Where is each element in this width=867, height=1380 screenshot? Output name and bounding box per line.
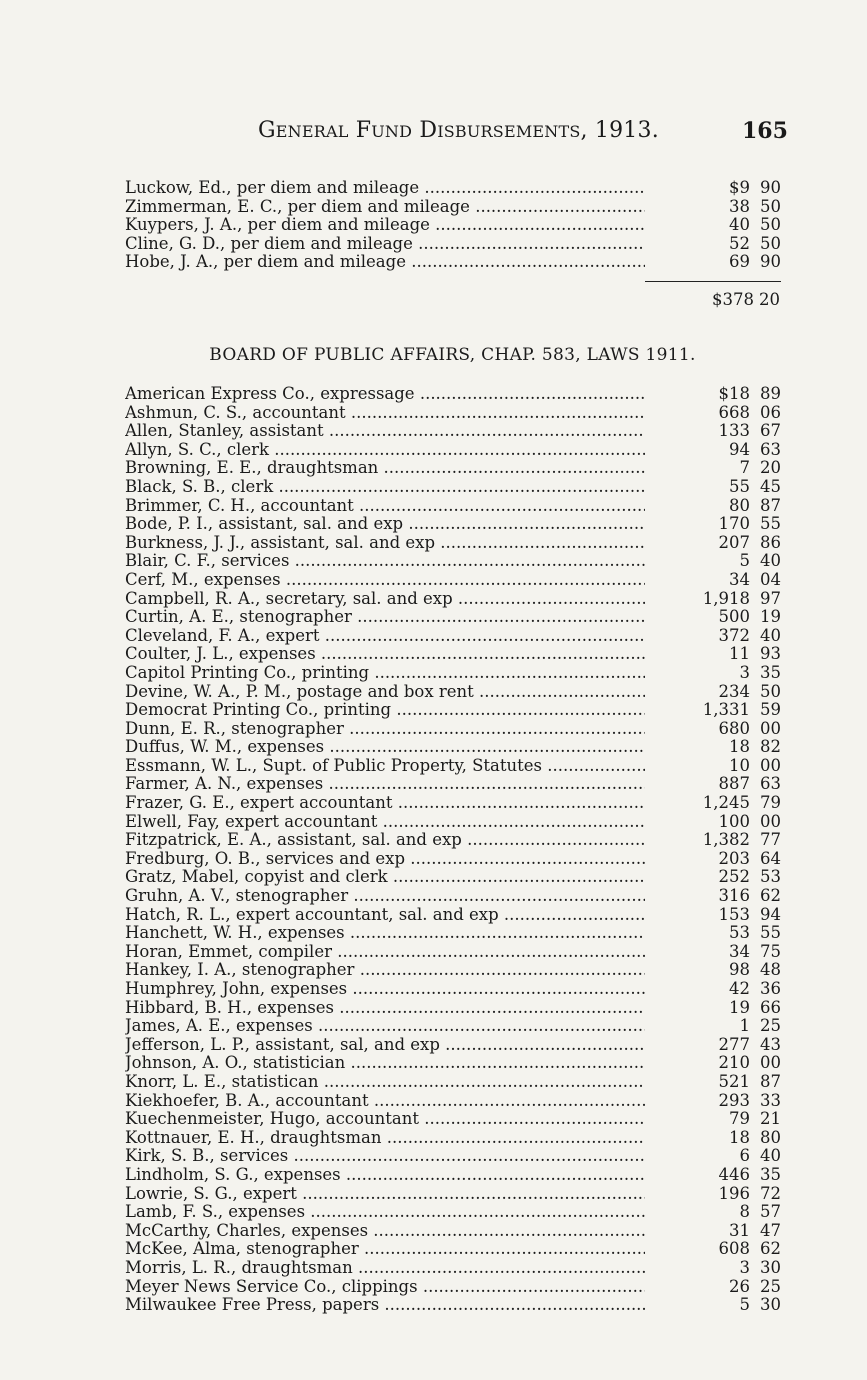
amount-cents: 87 bbox=[760, 1071, 781, 1091]
payee-description: Hobe, J. A., per diem and mileage ..... bbox=[125, 253, 645, 272]
amount-cents: 82 bbox=[760, 737, 781, 757]
ledger-row bbox=[125, 1296, 785, 1315]
amount-dollars: 11 bbox=[729, 644, 750, 664]
disbursement-list bbox=[125, 385, 785, 1315]
payee-description: Cleveland, F. A., expert ..... bbox=[125, 627, 645, 646]
ledger-row bbox=[125, 1278, 785, 1297]
amount-dollars: 31 bbox=[729, 1220, 750, 1240]
ledger-row bbox=[125, 999, 785, 1018]
ledger-row bbox=[125, 1054, 785, 1073]
payee-description: Lindholm, S. G., expenses ..... bbox=[125, 1166, 645, 1185]
amount-cents: 55 bbox=[760, 514, 781, 534]
payee-description: Zimmerman, E. C., per diem and mileage ..... bbox=[125, 198, 645, 217]
section-heading bbox=[0, 345, 867, 365]
amount-cents: 50 bbox=[760, 215, 781, 235]
payee-description: Devine, W. A., P. M., postage and box rent ..... bbox=[125, 683, 645, 702]
payee-description: Dunn, E. R., stenographer ..... bbox=[125, 720, 645, 739]
amount-cents: 40 bbox=[760, 551, 781, 571]
page-header bbox=[0, 118, 867, 152]
ledger-row bbox=[125, 1017, 785, 1036]
payee-description: Humphrey, John, expenses ..... bbox=[125, 980, 645, 999]
amount-dollars: 38 bbox=[729, 196, 750, 216]
ledger-row bbox=[125, 701, 785, 720]
amount-cents: 47 bbox=[760, 1220, 781, 1240]
payee-description: Curtin, A. E., stenographer ..... bbox=[125, 608, 645, 627]
ledger-row bbox=[125, 831, 785, 850]
page-number: 165 bbox=[742, 118, 788, 144]
ledger-row bbox=[125, 720, 785, 739]
amount-dollars: 98 bbox=[729, 960, 750, 980]
ledger-row bbox=[125, 757, 785, 776]
payee-description: Fitzpatrick, E. A., assistant, sal. and exp ..... bbox=[125, 831, 645, 850]
payee-description: Allyn, S. C., clerk ..... bbox=[125, 441, 645, 460]
payee-description: Essmann, W. L., Supt. of Public Property, Statutes ..... bbox=[125, 757, 645, 776]
payee-description: Kottnauer, E. H., draughtsman ..... bbox=[125, 1129, 645, 1148]
amount-cents: 77 bbox=[760, 830, 781, 850]
amount-dollars: 668 bbox=[718, 402, 750, 422]
ledger-row bbox=[125, 1259, 785, 1278]
amount-dollars: 94 bbox=[729, 439, 750, 459]
payee-description: McCarthy, Charles, expenses ..... bbox=[125, 1222, 645, 1241]
ledger-row bbox=[125, 552, 785, 571]
ledger-row bbox=[125, 1036, 785, 1055]
amount-cents: 94 bbox=[760, 904, 781, 924]
amount-cents: 43 bbox=[760, 1034, 781, 1054]
amount-cents: 04 bbox=[760, 569, 781, 589]
amount-cents: 79 bbox=[760, 793, 781, 813]
payee-description: Milwaukee Free Press, papers ..... bbox=[125, 1296, 645, 1315]
amount-dollars: 5 bbox=[739, 1295, 750, 1315]
amount-dollars: 53 bbox=[729, 923, 750, 943]
ledger-row bbox=[125, 571, 785, 590]
amount-dollars: 6 bbox=[739, 1146, 750, 1166]
title-smallcaps-und: UND bbox=[371, 122, 413, 141]
payee-description: Frazer, G. E., expert accountant ..... bbox=[125, 794, 645, 813]
amount-cents: 35 bbox=[760, 1164, 781, 1184]
amount-dollars: 80 bbox=[729, 495, 750, 515]
title-initial-d: D bbox=[419, 118, 438, 143]
ledger-row bbox=[125, 497, 785, 516]
payee-description: Cline, G. D., per diem and mileage ..... bbox=[125, 235, 645, 254]
ledger-row bbox=[125, 590, 785, 609]
amount-cents: 67 bbox=[760, 421, 781, 441]
amount-dollars: 40 bbox=[729, 215, 750, 235]
payee-description: Ashmun, C. S., accountant ..... bbox=[125, 404, 645, 423]
ledger-row bbox=[125, 478, 785, 497]
ledger-row bbox=[125, 1110, 785, 1129]
ledger-row bbox=[125, 608, 785, 627]
ledger-row bbox=[125, 943, 785, 962]
amount-cents: 53 bbox=[760, 867, 781, 887]
amount-cents: 90 bbox=[760, 252, 781, 272]
ledger-row bbox=[125, 1166, 785, 1185]
amount-dollars: 100 bbox=[718, 811, 750, 831]
payee-description: Allen, Stanley, assistant ..... bbox=[125, 422, 645, 441]
payee-description: Farmer, A. N., expenses ..... bbox=[125, 775, 645, 794]
ledger-row bbox=[125, 683, 785, 702]
ledger-row bbox=[125, 627, 785, 646]
amount-dollars: 26 bbox=[729, 1276, 750, 1296]
ledger-row bbox=[125, 441, 785, 460]
payee-description: Gratz, Mabel, copyist and clerk ..... bbox=[125, 868, 645, 887]
ledger-row bbox=[125, 459, 785, 478]
amount-dollars: 1,331 bbox=[702, 700, 750, 720]
payee-description: Knorr, L. E., statistican ..... bbox=[125, 1073, 645, 1092]
amount-dollars: 372 bbox=[718, 625, 750, 645]
ledger-row bbox=[125, 794, 785, 813]
payee-description: Johnson, A. O., statistician ..... bbox=[125, 1054, 645, 1073]
payee-description: Coulter, J. L., expenses ..... bbox=[125, 645, 645, 664]
ledger-row bbox=[125, 1240, 785, 1259]
ledger-row bbox=[125, 235, 785, 254]
amount-dollars: 3 bbox=[739, 1257, 750, 1277]
ledger-row bbox=[125, 1073, 785, 1092]
payee-description: Kirk, S. B., services ..... bbox=[125, 1147, 645, 1166]
amount-dollars: 55 bbox=[729, 476, 750, 496]
payee-description: Hatch, R. L., expert accountant, sal. and exp ..... bbox=[125, 906, 645, 925]
ledger-row bbox=[125, 906, 785, 925]
section-heading-text: BOARD OF PUBLIC AFFAIRS, CHAP. 583, LAWS 1911. bbox=[209, 345, 696, 365]
amount-dollars: 18 bbox=[729, 1127, 750, 1147]
amount-cents: 25 bbox=[760, 1276, 781, 1296]
ledger-row bbox=[125, 404, 785, 423]
payee-description: Meyer News Service Co., clippings ..... bbox=[125, 1278, 645, 1297]
payee-description: Campbell, R. A., secretary, sal. and exp ..... bbox=[125, 590, 645, 609]
amount-dollars: 252 bbox=[718, 867, 750, 887]
amount-dollars: 42 bbox=[729, 979, 750, 998]
running-title bbox=[258, 118, 659, 143]
amount-cents: 00 bbox=[760, 718, 781, 738]
amount-cents: 36 bbox=[760, 979, 781, 998]
amount-dollars: 133 bbox=[718, 421, 750, 441]
amount-dollars: 203 bbox=[718, 848, 750, 868]
payee-description: Morris, L. R., draughtsman ..... bbox=[125, 1259, 645, 1278]
amount-dollars: 521 bbox=[718, 1071, 750, 1091]
total-rule bbox=[645, 281, 781, 282]
ledger-row bbox=[125, 198, 785, 217]
ledger-row bbox=[125, 664, 785, 683]
payee-description: James, A. E., expenses ..... bbox=[125, 1017, 645, 1036]
payee-description: Kiekhoefer, B. A., accountant ..... bbox=[125, 1092, 645, 1111]
ledger-row bbox=[125, 534, 785, 553]
amount-dollars: 34 bbox=[729, 569, 750, 589]
amount-cents: 64 bbox=[760, 848, 781, 868]
ledger-row bbox=[125, 1222, 785, 1241]
title-smallcaps-eneral: ENERAL bbox=[275, 122, 349, 141]
ledger-row bbox=[125, 179, 785, 198]
amount-cents: 33 bbox=[760, 1090, 781, 1110]
amount-dollars: 10 bbox=[729, 755, 750, 775]
amount-dollars: 293 bbox=[718, 1090, 750, 1110]
amount-cents: 48 bbox=[760, 960, 781, 980]
amount-dollars: 79 bbox=[729, 1109, 750, 1129]
payee-description: McKee, Alma, stenographer ..... bbox=[125, 1240, 645, 1259]
amount-cents: 21 bbox=[760, 1109, 781, 1129]
payee-description: Luckow, Ed., per diem and mileage ..... bbox=[125, 179, 645, 198]
amount-dollars: 170 bbox=[718, 514, 750, 534]
amount-cents: 06 bbox=[760, 402, 781, 422]
ledger-row bbox=[125, 253, 785, 272]
payee-description: Lamb, F. S., expenses ..... bbox=[125, 1203, 645, 1222]
amount-dollars: 210 bbox=[718, 1053, 750, 1073]
ledger-row bbox=[125, 813, 785, 832]
payee-description: Gruhn, A. V., stenographer ..... bbox=[125, 887, 645, 906]
payee-description: Blair, C. F., services ..... bbox=[125, 552, 645, 571]
amount-cents: 30 bbox=[760, 1257, 781, 1277]
ledger-row bbox=[125, 1185, 785, 1204]
payee-description: Bode, P. I., assistant, sal. and exp ..... bbox=[125, 515, 645, 534]
amount-cents: 57 bbox=[760, 1202, 781, 1222]
amount-cents: 00 bbox=[760, 755, 781, 775]
amount-cents: 63 bbox=[760, 439, 781, 459]
amount-cents: 35 bbox=[760, 662, 781, 682]
subtotal-cents: 20 bbox=[759, 290, 780, 309]
amount-dollars: 277 bbox=[718, 1034, 750, 1054]
amount-dollars: 207 bbox=[718, 532, 750, 552]
payee-description: Democrat Printing Co., printing ..... bbox=[125, 701, 645, 720]
amount-dollars: 234 bbox=[718, 681, 750, 701]
ledger-row bbox=[125, 422, 785, 441]
amount-cents: 80 bbox=[760, 1127, 781, 1147]
amount-cents: 75 bbox=[760, 941, 781, 961]
amount-cents: 63 bbox=[760, 774, 781, 794]
amount-cents: 90 bbox=[760, 178, 781, 197]
payee-description: Duffus, W. M., expenses ..... bbox=[125, 738, 645, 757]
payee-description: Elwell, Fay, expert accountant ..... bbox=[125, 813, 645, 832]
amount-cents: 25 bbox=[760, 1016, 781, 1036]
amount-dollars: 8 bbox=[739, 1202, 750, 1222]
amount-cents: 59 bbox=[760, 700, 781, 720]
ledger-row bbox=[125, 924, 785, 943]
amount-cents: 20 bbox=[760, 458, 781, 478]
amount-dollars: $18 bbox=[718, 384, 750, 403]
amount-dollars: 69 bbox=[729, 252, 750, 272]
amount-dollars: 1 bbox=[739, 1016, 750, 1036]
amount-cents: 00 bbox=[760, 1053, 781, 1073]
amount-cents: 87 bbox=[760, 495, 781, 515]
ledger-row bbox=[125, 1147, 785, 1166]
amount-cents: 62 bbox=[760, 886, 781, 906]
payee-description: Lowrie, S. G., expert ..... bbox=[125, 1185, 645, 1204]
ledger-row bbox=[125, 980, 785, 999]
payee-description: Browning, E. E., draughtsman ..... bbox=[125, 459, 645, 478]
title-initial-g: G bbox=[258, 118, 276, 143]
amount-cents: 00 bbox=[760, 811, 781, 831]
amount-cents: 19 bbox=[760, 607, 781, 627]
ledger-row bbox=[125, 868, 785, 887]
payee-description: Horan, Emmet, compiler ..... bbox=[125, 943, 645, 962]
top-entries-list bbox=[125, 179, 785, 272]
amount-dollars: 3 bbox=[739, 662, 750, 682]
amount-dollars: 446 bbox=[718, 1164, 750, 1184]
ledger-row bbox=[125, 216, 785, 235]
amount-cents: 50 bbox=[760, 681, 781, 701]
amount-dollars: 887 bbox=[718, 774, 750, 794]
amount-cents: 89 bbox=[760, 384, 781, 403]
subtotal-dollars: $378 bbox=[712, 290, 754, 309]
payee-description: Capitol Printing Co., printing ..... bbox=[125, 664, 645, 683]
ledger-row bbox=[125, 1092, 785, 1111]
payee-description: Kuypers, J. A., per diem and mileage ..... bbox=[125, 216, 645, 235]
payee-description: Kuechenmeister, Hugo, accountant ..... bbox=[125, 1110, 645, 1129]
payee-description: Hibbard, B. H., expenses ..... bbox=[125, 999, 645, 1018]
ledger-row bbox=[125, 385, 785, 404]
payee-description: Burkness, J. J., assistant, sal. and exp ..... bbox=[125, 534, 645, 553]
amount-dollars: 7 bbox=[739, 458, 750, 478]
ledger-row bbox=[125, 738, 785, 757]
ledger-row bbox=[125, 887, 785, 906]
amount-cents: 55 bbox=[760, 923, 781, 943]
amount-cents: 40 bbox=[760, 625, 781, 645]
amount-dollars: 500 bbox=[718, 607, 750, 627]
amount-cents: 66 bbox=[760, 997, 781, 1017]
amount-dollars: $9 bbox=[729, 178, 750, 197]
ledger-row bbox=[125, 1203, 785, 1222]
amount-dollars: 153 bbox=[718, 904, 750, 924]
amount-dollars: 34 bbox=[729, 941, 750, 961]
amount-cents: 72 bbox=[760, 1183, 781, 1203]
payee-description: Black, S. B., clerk ..... bbox=[125, 478, 645, 497]
amount-cents: 62 bbox=[760, 1239, 781, 1259]
ledger-row bbox=[125, 850, 785, 869]
amount-cents: 86 bbox=[760, 532, 781, 552]
payee-description: Cerf, M., expenses ..... bbox=[125, 571, 645, 590]
payee-description: Brimmer, C. H., accountant ..... bbox=[125, 497, 645, 516]
title-year: , 1913. bbox=[580, 118, 659, 143]
amount-cents: 97 bbox=[760, 588, 781, 608]
payee-description: Hankey, I. A., stenographer ..... bbox=[125, 961, 645, 980]
amount-dollars: 196 bbox=[718, 1183, 750, 1203]
amount-cents: 45 bbox=[760, 476, 781, 496]
amount-cents: 50 bbox=[760, 196, 781, 216]
payee-description: Fredburg, O. B., services and exp ..... bbox=[125, 850, 645, 869]
title-initial-f: F bbox=[355, 118, 372, 143]
ledger-row bbox=[125, 515, 785, 534]
payee-description: Jefferson, L. P., assistant, sal, and exp ..... bbox=[125, 1036, 645, 1055]
ledger-row bbox=[125, 1129, 785, 1148]
ledger-row bbox=[125, 961, 785, 980]
amount-cents: 30 bbox=[760, 1295, 781, 1315]
ledger-row bbox=[125, 645, 785, 664]
amount-dollars: 316 bbox=[718, 886, 750, 906]
ledger-row bbox=[125, 775, 785, 794]
amount-dollars: 1,245 bbox=[702, 793, 750, 813]
amount-cents: 50 bbox=[760, 233, 781, 253]
amount-dollars: 18 bbox=[729, 737, 750, 757]
amount-dollars: 680 bbox=[718, 718, 750, 738]
amount-dollars: 1,918 bbox=[702, 588, 750, 608]
payee-description: American Express Co., expressage ..... bbox=[125, 385, 645, 404]
amount-dollars: 1,382 bbox=[702, 830, 750, 850]
amount-dollars: 19 bbox=[729, 997, 750, 1017]
amount-cents: 93 bbox=[760, 644, 781, 664]
amount-cents: 40 bbox=[760, 1146, 781, 1166]
amount-dollars: 5 bbox=[739, 551, 750, 571]
payee-description: Hanchett, W. H., expenses ..... bbox=[125, 924, 645, 943]
title-smallcaps-isbursements: ISBURSEMENTS bbox=[437, 122, 581, 141]
amount-dollars: 52 bbox=[729, 233, 750, 253]
amount-dollars: 608 bbox=[718, 1239, 750, 1259]
